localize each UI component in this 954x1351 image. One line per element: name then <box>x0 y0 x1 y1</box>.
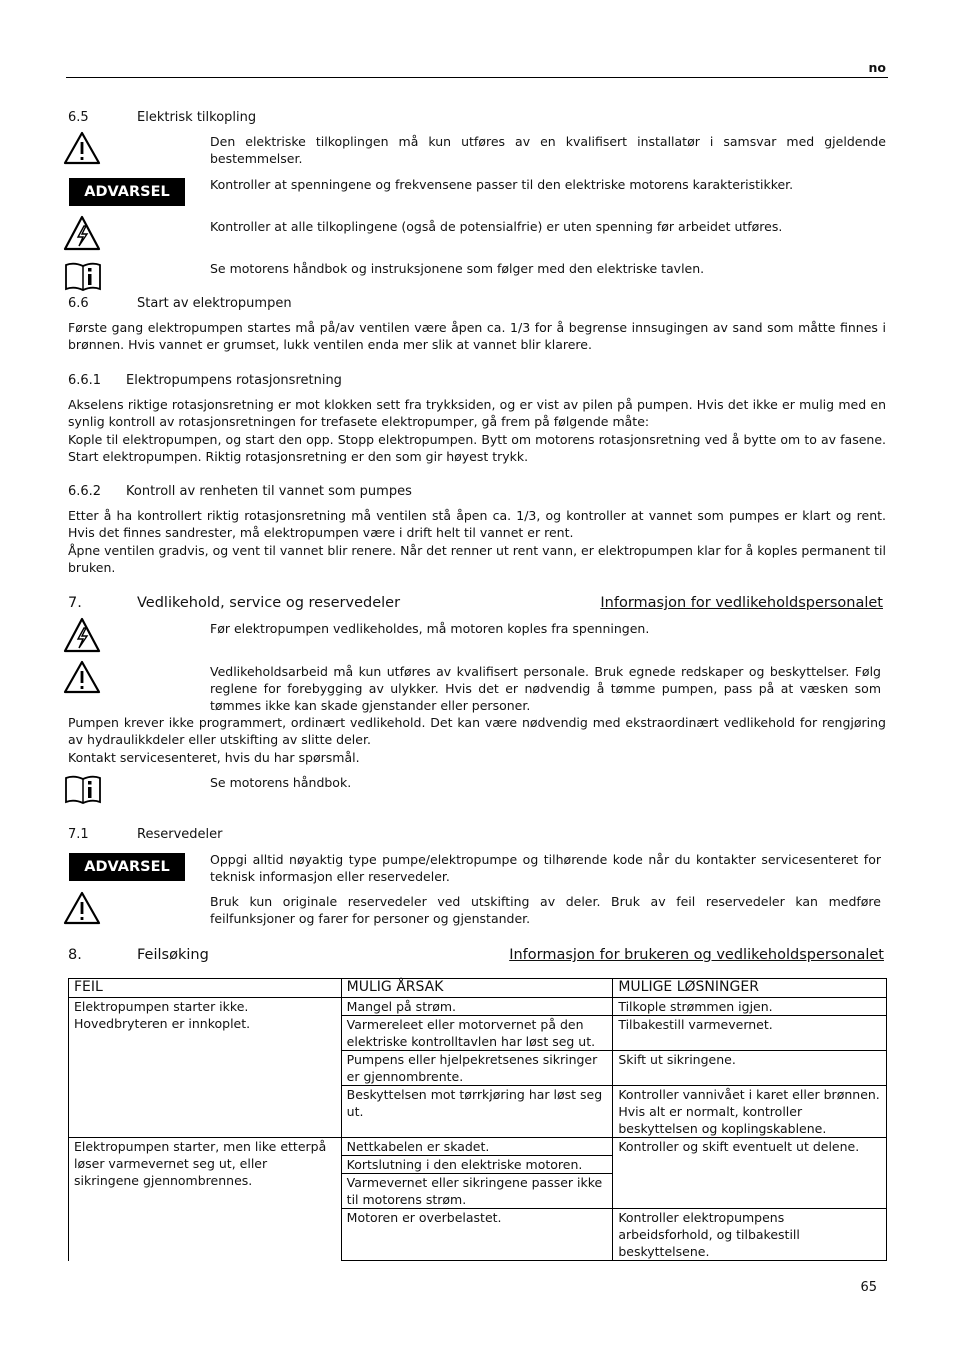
warning-icon <box>63 891 101 925</box>
manual-reference-text: Se motorens håndbok. <box>210 775 352 790</box>
section-title: Feilsøking <box>137 947 209 963</box>
original-parts-text: Bruk kun originale reservedeler ved utskifting av deler. Bruk av feil reservedeler kan medføre feilfunksjoner og farer for personer og gjenstander. <box>210 894 881 926</box>
cause-cell: Kortslutning i den elektriske motoren. <box>341 1156 613 1174</box>
page-number: 65 <box>860 1280 877 1295</box>
troubleshooting-table <box>68 978 887 1261</box>
warning-badge: ADVARSEL <box>69 853 185 881</box>
maintenance-qualified-text: Vedlikeholdsarbeid må kun utføres av kvalifisert personale. Bruk egnede redskaper og beskyttelser. Følg reglene for forebygging av ulykker. Hvis det er nødvendig å tømme pumpen, pass på at væsken som tømmes ikke kan skade gjenstander eller personer. <box>210 664 881 713</box>
solution-cell: Kontroller vannivået i karet eller brønnen. Hvis alt er normalt, kontroller beskyttelsen og koplingskablene. <box>613 1086 887 1138</box>
spare-parts-info-text: Oppgi alltid nøyaktig type pumpe/elektropumpe og tilhørende kode når du kontakter servicesenteret for teknisk informasjon eller reservedeler. <box>210 852 881 884</box>
cause-cell: Mangel på strøm. <box>341 998 613 1016</box>
warning-badge: ADVARSEL <box>69 178 185 206</box>
fault-cell: Elektropumpen starter ikke. Hovedbryteren er innkoplet. <box>69 998 342 1138</box>
section-title: Elektropumpens rotasjonsretning <box>126 373 342 388</box>
paragraph-purity-1: Etter å ha kontrollert riktig rotasjonsretning må ventilen stå åpen ca. 1/3, og kontroller at vannet som pumpes er klart og rent. Hvis det finnes sandrester, må elektropumpen være i drift helt til vannet er rent. <box>68 508 886 540</box>
maintenance-disconnect-text: Før elektropumpen vedlikeholdes, må motoren koples fra spenningen. <box>210 621 650 636</box>
solution-cell: Tilkople strømmen igjen. <box>613 998 887 1016</box>
section-number: 6.6.1 <box>68 373 102 388</box>
cause-cell: Varmereleet eller motorvernet på den elektriske kontrolltavlen har løst seg ut. <box>341 1016 613 1051</box>
manual-info-icon <box>64 775 102 805</box>
section-title: Reservedeler <box>137 827 223 842</box>
warning-text-voltage: Kontroller at spenningene og frekvensene passer til den elektriske motorens karakteristikker. <box>210 177 794 192</box>
section-number: 6.6.2 <box>68 484 102 499</box>
section-number: 7.1 <box>68 827 89 842</box>
header-rule <box>66 77 888 78</box>
paragraph-purity-2: Åpne ventilen gradvis, og vent til vannet blir renere. Når det renner ut rent vann, er elektropumpen klar for å koples permanent til bruken. <box>68 543 886 575</box>
section-title: Start av elektropumpen <box>137 296 292 311</box>
section-number: 6.6 <box>68 296 89 311</box>
audience-note: Informasjon for vedlikeholdspersonalet <box>600 595 883 611</box>
electrical-hazard-icon <box>63 215 101 251</box>
warning-text-qualified: Den elektriske tilkoplingen må kun utføres av en kvalifisert installatør i samsvar med gjeldende bestemmelser. <box>210 134 886 166</box>
cause-cell: Nettkabelen er skadet. <box>341 1138 613 1156</box>
electrical-hazard-icon <box>63 617 101 653</box>
section-title: Kontroll av renheten til vannet som pumpes <box>126 484 412 499</box>
audience-note: Informasjon for brukeren og vedlikeholdspersonalet <box>509 947 884 963</box>
solution-cell: Kontroller elektropumpens arbeidsforhold, og tilbakestill beskyttelsene. <box>613 1209 887 1261</box>
cause-cell: Varmevernet eller sikringene passer ikke til motorens strøm. <box>341 1174 613 1209</box>
table-header-row <box>69 979 887 998</box>
paragraph-start: Første gang elektropumpen startes må på/av ventilen være åpen ca. 1/3 for å begrense innsugingen av sand som måtte finnes i brønnen. Hvis vannet er grumset, lukk ventilen enda mer slik at vannet blir klarere. <box>68 320 886 352</box>
fault-cell: Elektropumpen starter, men like etterpå løser varmevernet seg ut, eller sikringene gjennombrennes. <box>69 1138 342 1261</box>
warning-icon <box>63 131 101 165</box>
paragraph-rotation-1: Akselens riktige rotasjonsretning er mot klokken sett fra trykksiden, og er vist av pilen på pumpen. Hvis det ikke er mulig med en synlig kontroll av rotasjonsretningen for trefasete elektropumper, gå frem på følgende måte: <box>68 397 886 429</box>
paragraph-maintenance: Pumpen krever ikke programmert, ordinært vedlikehold. Det kan være nødvendig med ekstraordinært vedlikehold for rengjøring av hydraulikkdeler eller utskifting av slitte deler. <box>68 715 886 747</box>
column-header: MULIG ÅRSAK <box>341 979 613 998</box>
column-header: MULIGE LØSNINGER <box>613 979 887 998</box>
section-number: 7. <box>68 595 82 611</box>
paragraph-contact: Kontakt servicesenteret, hvis du har spørsmål. <box>68 750 360 765</box>
section-number: 6.5 <box>68 110 89 125</box>
table-row <box>69 1138 887 1156</box>
paragraph-rotation-2: Kople til elektropumpen, og start den opp. Stopp elektropumpen. Bytt om motorens rotasjonsretning ved å bytte om to av fasene. Start elektropumpen. Riktig rotasjonsretning er den som gir høyest trykk. <box>68 432 886 464</box>
cause-cell: Pumpens eller hjelpekretsenes sikringer er gjennombrente. <box>341 1051 613 1086</box>
section-number: 8. <box>68 947 82 963</box>
section-title: Elektrisk tilkopling <box>137 110 257 125</box>
section-title: Vedlikehold, service og reservedeler <box>137 595 401 611</box>
manual-reference-text: Se motorens håndbok og instruksjonene som følger med den elektriske tavlen. <box>210 261 705 276</box>
manual-info-icon <box>64 262 102 292</box>
table-row <box>69 998 887 1016</box>
solution-cell: Skift ut sikringene. <box>613 1051 887 1086</box>
cause-cell: Motoren er overbelastet. <box>341 1209 613 1261</box>
warning-icon <box>63 660 101 694</box>
cause-cell: Beskyttelsen mot tørrkjøring har løst seg ut. <box>341 1086 613 1138</box>
solution-cell: Kontroller og skift eventuelt ut delene. <box>613 1138 887 1209</box>
column-header: FEIL <box>69 979 342 998</box>
solution-cell: Tilbakestill varmevernet. <box>613 1016 887 1051</box>
language-code: no <box>868 60 886 75</box>
warning-text-no-voltage: Kontroller at alle tilkoplingene (også de potensialfrie) er uten spenning før arbeidet utføres. <box>210 219 783 234</box>
